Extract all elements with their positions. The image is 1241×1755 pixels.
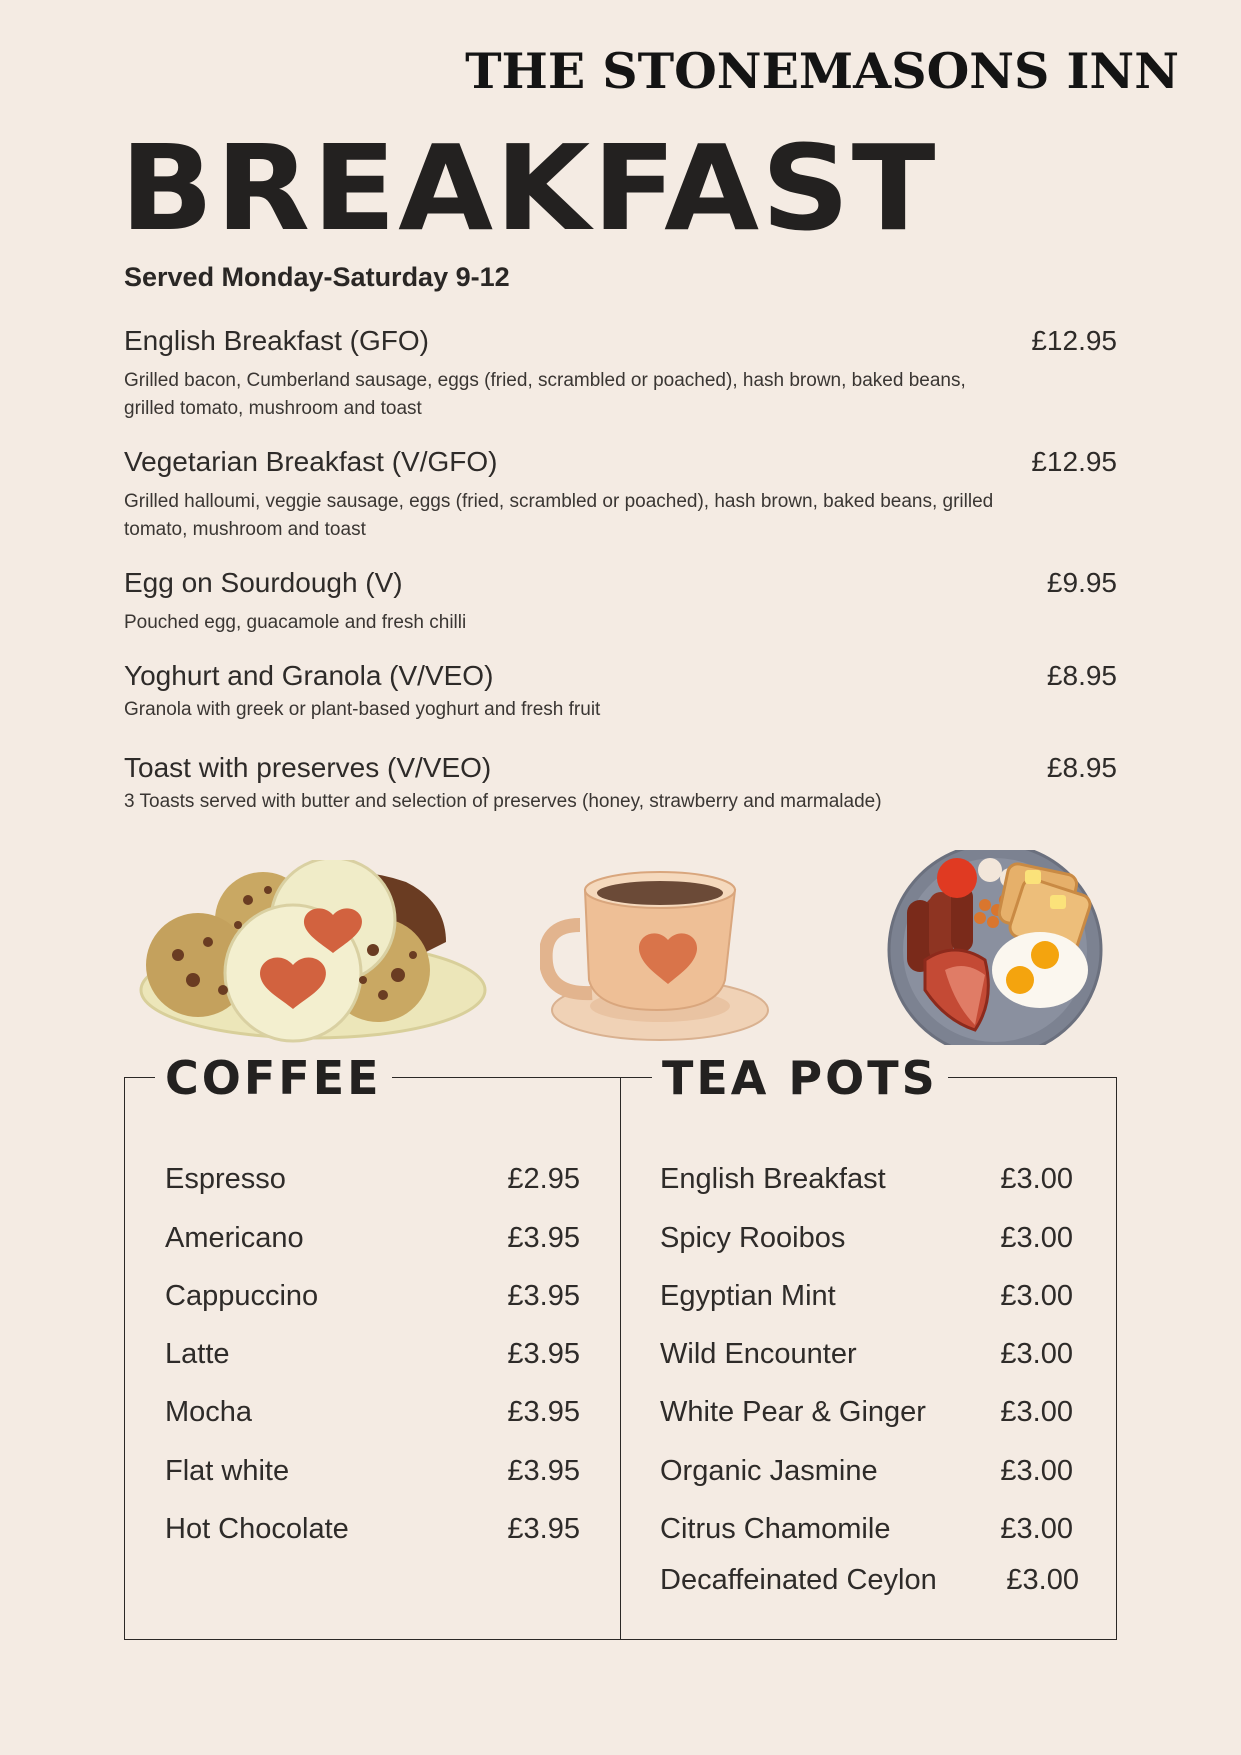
coffee-section-title: COFFEE (155, 1050, 392, 1106)
full-breakfast-plate-icon (885, 850, 1105, 1045)
drink-price: £3.00 (1000, 1396, 1073, 1428)
drink-price: £3.95 (507, 1513, 580, 1545)
item-price: £8.95 (1046, 660, 1117, 691)
tea-item (660, 1163, 1073, 1196)
tea-item (660, 1564, 1079, 1597)
drink-name: Wild Encounter (660, 1338, 857, 1370)
inn-name: THE STONEMASONS INN (465, 42, 1179, 100)
item-description: Granola with greek or plant-based yoghurt and fresh fruit (124, 699, 601, 720)
drink-price: £3.00 (1000, 1338, 1073, 1370)
item-price: £12.95 (1031, 446, 1117, 477)
item-description: Pouched egg, guacamole and fresh chilli (124, 612, 467, 633)
menu-item (124, 660, 1117, 724)
coffee-item (165, 1338, 580, 1371)
menu-item (124, 446, 1117, 544)
drink-price: £3.00 (1000, 1513, 1073, 1545)
item-description: Grilled bacon, Cumberland sausage, eggs (fried, scrambled or poached), hash brown, baked beans, grilled tomato, mushroom and toast (124, 370, 966, 419)
drink-price: £3.95 (507, 1396, 580, 1428)
item-price: £9.95 (1046, 567, 1117, 598)
item-name: Yoghurt and Granola (V/VEO) (124, 660, 494, 691)
drink-name: Egyptian Mint (660, 1280, 836, 1312)
drink-name: White Pear & Ginger (660, 1396, 926, 1428)
item-price: £12.95 (1031, 325, 1117, 356)
coffee-item (165, 1455, 580, 1488)
item-price: £8.95 (1046, 752, 1117, 783)
drink-price: £3.95 (507, 1280, 580, 1312)
drink-price: £3.95 (507, 1455, 580, 1487)
drink-name: Cappuccino (165, 1280, 319, 1312)
drink-price: £3.00 (1006, 1564, 1079, 1596)
drink-name: Espresso (165, 1163, 286, 1195)
tea-item (660, 1280, 1073, 1313)
drink-price: £3.95 (507, 1222, 580, 1254)
drink-price: £3.95 (507, 1338, 580, 1370)
coffee-item (165, 1163, 580, 1196)
coffee-item (165, 1280, 580, 1313)
drink-name: English Breakfast (660, 1163, 886, 1195)
drink-name: Americano (165, 1222, 304, 1254)
item-name: Toast with preserves (V/VEO) (124, 752, 492, 783)
item-name: English Breakfast (GFO) (124, 325, 429, 356)
item-name: Vegetarian Breakfast (V/GFO) (124, 446, 498, 477)
drinks-divider (620, 1077, 621, 1640)
menu-title: BREAKFAST (120, 119, 938, 257)
coffee-item (165, 1396, 580, 1429)
menu-item (124, 752, 1117, 816)
drink-price: £3.00 (1000, 1222, 1073, 1254)
tea-item (660, 1455, 1073, 1488)
coffee-item (165, 1513, 580, 1546)
drink-name: Mocha (165, 1396, 253, 1428)
tea-item (660, 1222, 1073, 1255)
tea-item (660, 1396, 1073, 1429)
cookies-plate-icon (138, 860, 488, 1045)
item-description: 3 Toasts served with butter and selection of preserves (honey, strawberry and marmalade) (124, 791, 882, 812)
menu-item (124, 325, 1117, 423)
drink-name: Citrus Chamomile (660, 1513, 891, 1545)
tea-item (660, 1338, 1073, 1371)
coffee-item (165, 1222, 580, 1255)
drink-price: £3.00 (1000, 1163, 1073, 1195)
item-name: Egg on Sourdough (V) (124, 567, 403, 598)
drink-price: £3.00 (1000, 1455, 1073, 1487)
drink-name: Spicy Rooibos (660, 1222, 846, 1254)
tea-section-title: TEA POTS (652, 1050, 948, 1106)
drink-price: £2.95 (507, 1163, 580, 1195)
drink-name: Latte (165, 1338, 230, 1370)
tea-item (660, 1513, 1073, 1546)
menu-item (124, 567, 1117, 637)
served-hours: Served Monday-Saturday 9-12 (124, 262, 510, 292)
drink-price: £3.00 (1000, 1280, 1073, 1312)
item-description: Grilled halloumi, veggie sausage, eggs (fried, scrambled or poached), hash brown, baked beans, grilled tomato, mushroom and toast (124, 491, 994, 540)
coffee-cup-icon (540, 860, 770, 1045)
drink-name: Organic Jasmine (660, 1455, 878, 1487)
drink-name: Flat white (165, 1455, 290, 1487)
drink-name: Hot Chocolate (165, 1513, 349, 1545)
drink-name: Decaffeinated Ceylon (660, 1564, 937, 1596)
